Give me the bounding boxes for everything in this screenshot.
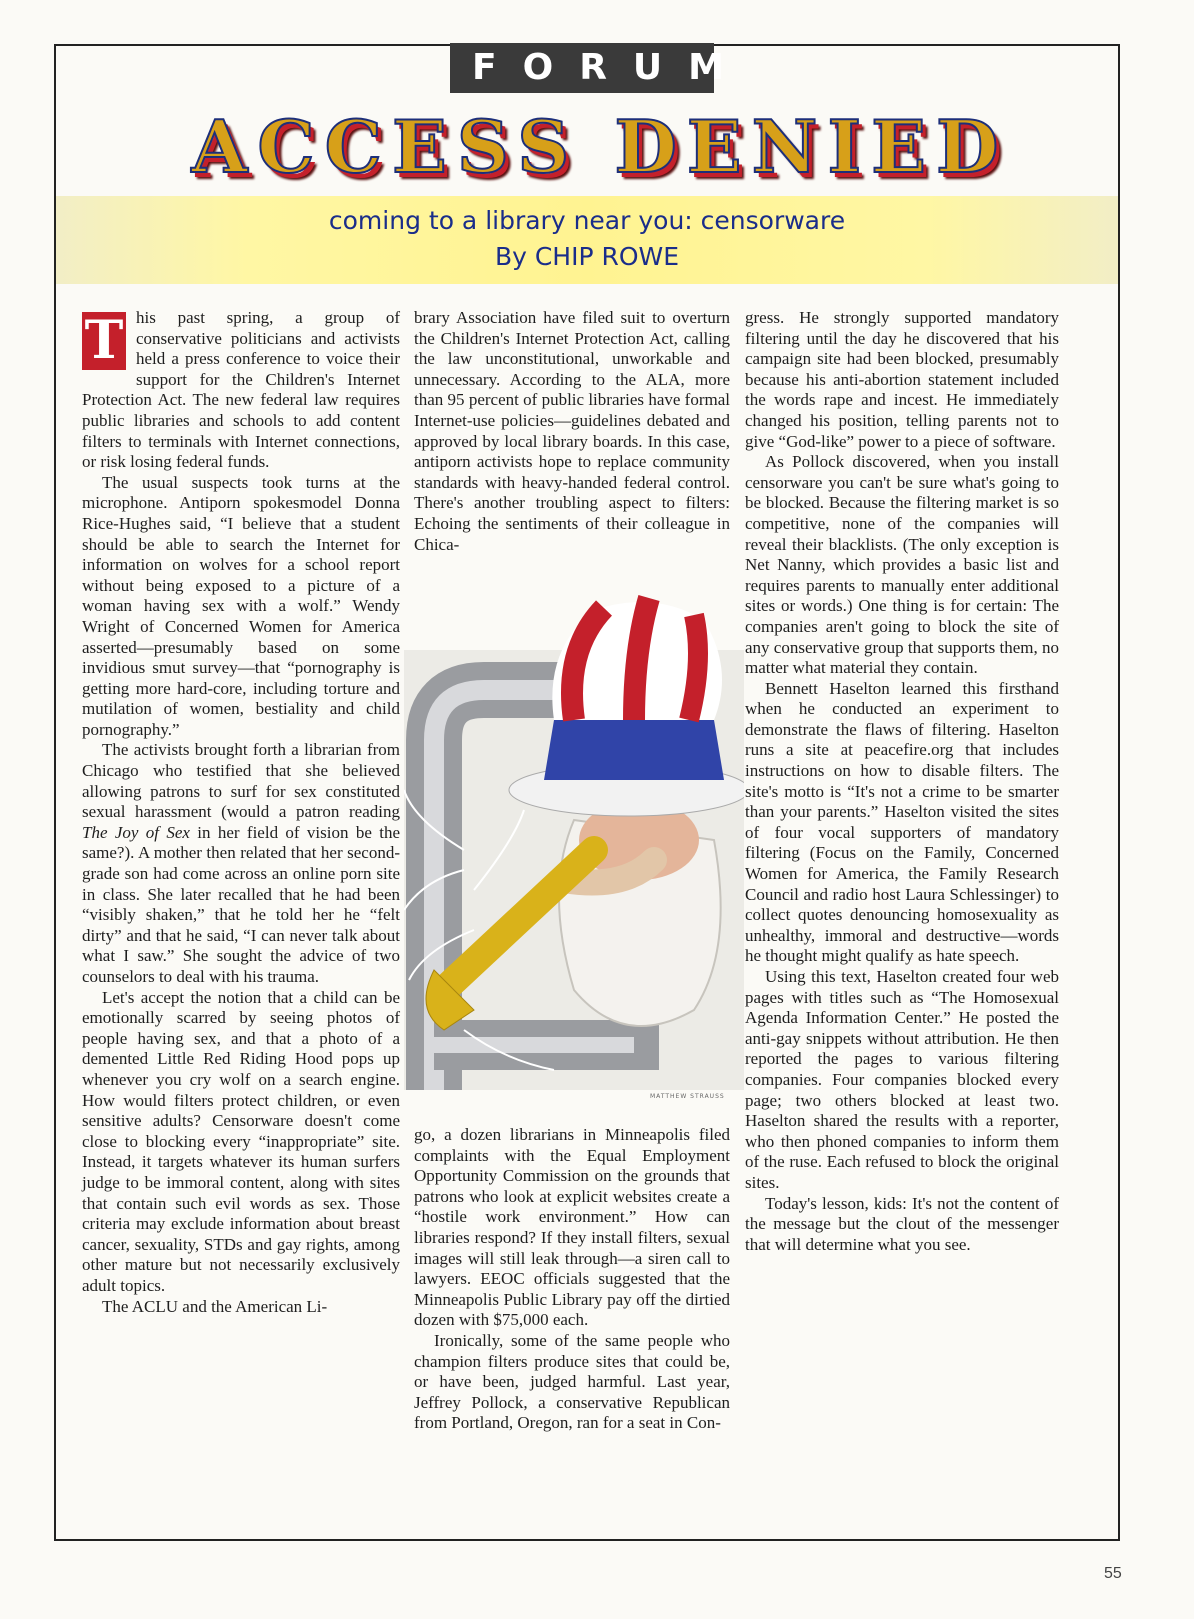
- paragraph: As Pollock discovered, when you install censorware you can't be sure what's going to be blocked. Because the filtering market is so competitive, none of the companies will reveal their blacklists. (The only exception is Net Nanny, which provides a basic list and requires parents to manually enter additional sites or words.) One thing is for certain: The companies aren't going to block the site of any conservative group that supports them, no matter what material they contain.: [745, 452, 1059, 678]
- deck-subtitle: coming to a library near you: censorware: [328, 206, 846, 235]
- paragraph: Ironically, some of the same people who champion filters produce sites that could be, or have been, judged harmful. Last year, Jeffrey Pollock, a conservative Republican from Portland, Oregon, ran for a seat in Con-: [414, 1330, 730, 1433]
- page-number: 55: [1104, 1565, 1122, 1582]
- paragraph: gress. He strongly supported mandatory filtering until the day he discovered that his campaign site had been blocked, presumably because his anti-abortion statement included the words rape and incest. He immediately changed his position, telling parents not to give “God-like” power to a piece of software.: [745, 308, 1059, 451]
- illustration-credit: MATTHEW STRAUSS: [650, 1093, 725, 1100]
- paragraph: The activists brought forth a librarian from Chicago who testified that she believed allowing patrons to surf for sex constituted sexual harassment (would a patron reading The Joy of Sex in her field of vision be the same?). A mother then related that her second-grade son had come across an online porn site in class. She later recalled that he had been “visibly shaken,” that he told her he “felt dirty” and that he said, “I can never talk about what I saw.” She sought the advice of two counselors to deal with his trauma.: [82, 740, 401, 986]
- uncle-sam-illustration: [404, 590, 744, 1105]
- paragraph: brary Association have filed suit to overturn the Children's Internet Protection Act, calling the law unconstitutional, unworkable and unnecessary. According to the ALA, more than 95 percent of public libraries have formal Internet-use policies—guidelines debated and approved by local library boards. In this case, antiporn activists hope to replace community standards with heavy-handed federal control. There's another troubling aspect to filters: Echoing the sentiments of their colleague in Chica-: [414, 308, 730, 554]
- paragraph: go, a dozen librarians in Minneapolis filed complaints with the Equal Employment Opportunity Commission on the grounds that patrons who look at explicit websites create a “hostile work environment.” How can libraries respond? If they install filters, sexual images will still leak through—a siren call to lawyers. EEOC officials suggested that the Minneapolis Public Library pay off the dirtied dozen with $75,000 each.: [414, 1125, 730, 1330]
- book-title: The Joy of Sex: [82, 822, 190, 842]
- article-column-2-bottom: [414, 1125, 730, 1434]
- article-column-2-top: [414, 308, 730, 555]
- section-kicker: FORUM: [450, 43, 714, 93]
- paragraph: Bennett Haselton learned this firsthand when he conducted an experiment to demonstrate the flaws of filtering. Haselton runs a site at peacefire.org that includes instructions on how to disable filters. The site's motto is “It's not a crime to be smarter than your parents.” Haselton visited the sites of four vocal supporters of mandatory filtering (Focus on the Family, Concerned Women for America, the Family Research Council and radio host Laura Schlessinger) to collect quotes denouncing homosexuality as unhealthy, immoral and destructive—words he thought might qualify as hate speech.: [745, 678, 1059, 966]
- drop-cap: T: [82, 312, 126, 370]
- paragraph: Today's lesson, kids: It's not the content of the message but the clout of the messenger that will determine what you see.: [745, 1193, 1059, 1254]
- paragraph: The usual suspects took turns at the microphone. Antiporn spokesmodel Donna Rice-Hughes said, “I believe that a student should be able to search the Internet for information on wolves for a school report without being exposed to a picture of a woman having sex with a wolf.” Wendy Wright of Concerned Women for America asserted—presumably based on some invidious smut survey—that “pornography is getting more hard-core, including torture and mutilation of women, bestiality and child pornography.”: [82, 472, 400, 739]
- byline: By CHIP ROWE: [494, 242, 680, 271]
- paragraph: T his past spring, a group of conservative politicians and activists held a press conference to voice their support for the Children's Internet Protection Act. The new federal law requires public libraries and schools to add content filters to terminals with Internet connections, or risk losing federal funds.: [82, 308, 400, 472]
- paragraph: Using this text, Haselton created four web pages with titles such as “The Homosexual Agenda Information Center.” He posted the anti-gay snippets without attribution. He then reported the pages to various filtering companies. Four companies blocked every page; two others blocked at least two. Haselton shared the results with a reporter, who then phoned companies to inform them of the ruse. Each refused to block the original sites.: [745, 967, 1059, 1192]
- paragraph: Let's accept the notion that a child can be emotionally scarred by seeing photos of people having sex, and that a photo of a demented Little Red Riding Hood pops up whenever you cry wolf on a search engine. How would filters protect children, or even sensitive adults? Censorware doesn't come close to blocking every “inappropriate” site. Instead, it targets whatever its human surfers judge to be immoral content, along with sites that contain such evil words as sex. Those criteria may exclude information about breast cancer, sexuality, STDs and gay rights, among other mature but not necessarily exclusively adult topics.: [82, 987, 400, 1295]
- article-column-1: [82, 308, 400, 1317]
- paragraph: The ACLU and the American Li-: [102, 1296, 328, 1316]
- headline: ACCESS DENIED: [191, 104, 1009, 189]
- article-column-3: [745, 308, 1059, 1255]
